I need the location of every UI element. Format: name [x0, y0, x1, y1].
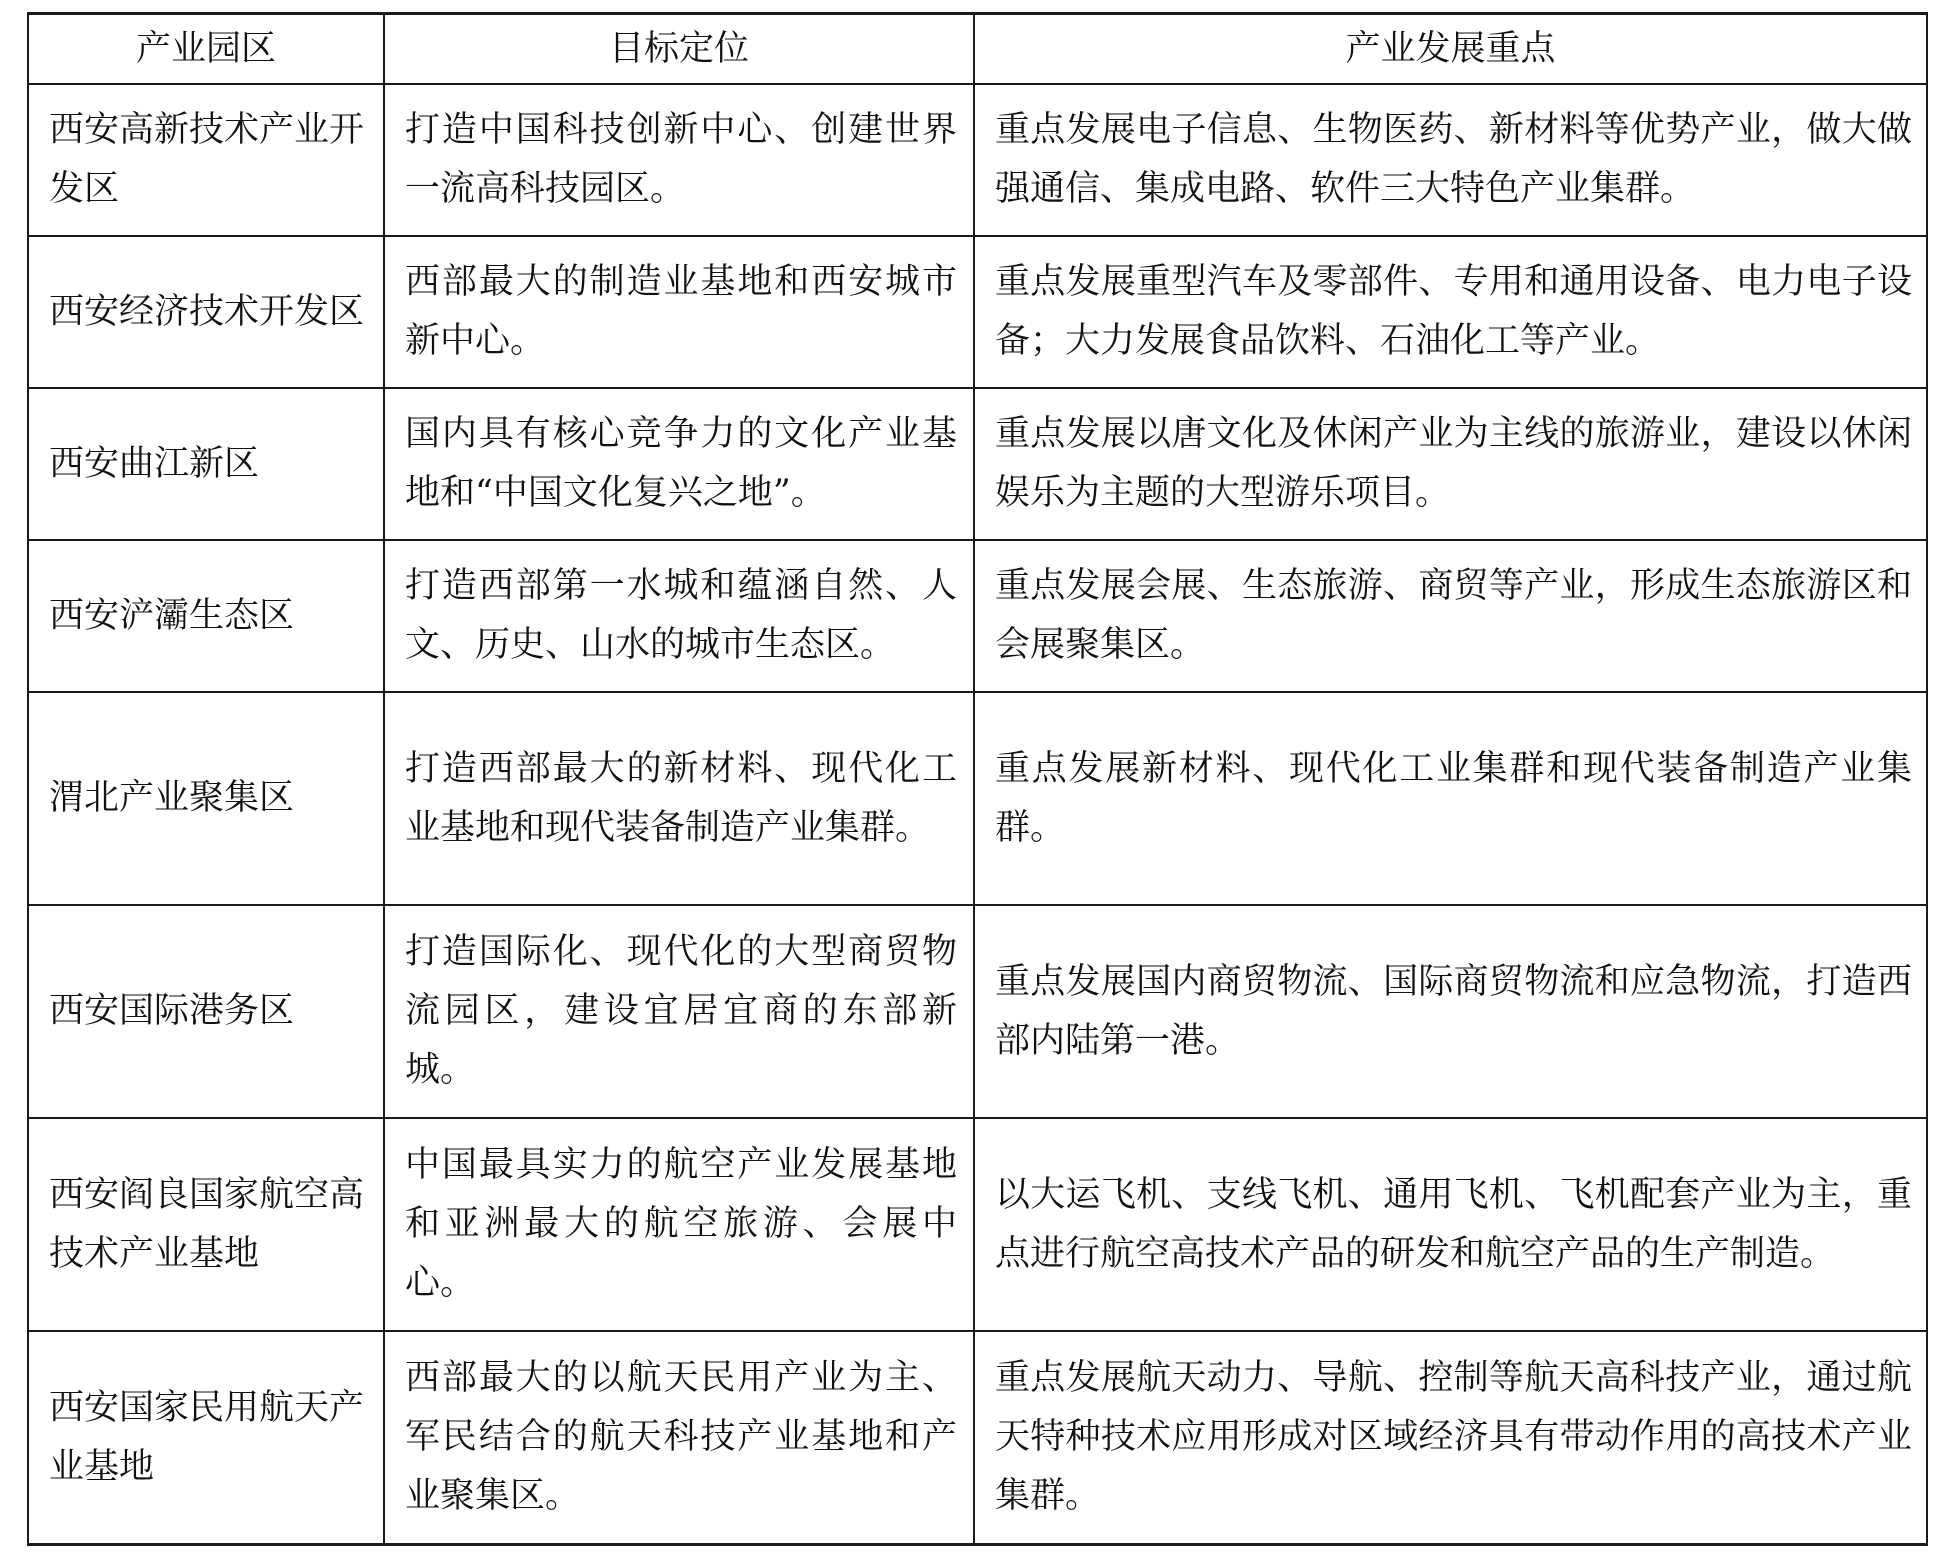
header-target: 目标定位: [384, 14, 974, 85]
cell-target: 西部最大的制造业基地和西安城市新中心。: [384, 236, 974, 388]
cell-focus: 重点发展重型汽车及零部件、专用和通用设备、电力电子设备；大力发展食品饮料、石油化工等产业。: [974, 236, 1927, 388]
table-row: [28, 1118, 1927, 1331]
table-row: [28, 84, 1927, 236]
table-body: [28, 84, 1927, 1545]
header-focus: 产业发展重点: [974, 14, 1927, 85]
header-park: 产业园区: [28, 14, 384, 85]
cell-focus: 重点发展以唐文化及休闲产业为主线的旅游业，建设以休闲娱乐为主题的大型游乐项目。: [974, 388, 1927, 540]
cell-park: 西安高新技术产业开发区: [28, 84, 384, 236]
cell-target: 中国最具实力的航空产业发展基地和亚洲最大的航空旅游、会展中心。: [384, 1118, 974, 1331]
table-row: [28, 692, 1927, 905]
table-row: [28, 1331, 1927, 1545]
table-row: [28, 540, 1927, 692]
cell-target: 打造国际化、现代化的大型商贸物流园区，建设宜居宜商的东部新城。: [384, 905, 974, 1118]
table-row: [28, 236, 1927, 388]
table-row: [28, 388, 1927, 540]
cell-target: 打造西部第一水城和蕴涵自然、人文、历史、山水的城市生态区。: [384, 540, 974, 692]
header-row: [28, 14, 1927, 85]
cell-focus: 重点发展新材料、现代化工业集群和现代装备制造产业集群。: [974, 692, 1927, 905]
cell-focus: 重点发展会展、生态旅游、商贸等产业，形成生态旅游区和会展聚集区。: [974, 540, 1927, 692]
cell-park: 西安浐灞生态区: [28, 540, 384, 692]
industrial-parks-table: [27, 12, 1928, 1546]
cell-park: 渭北产业聚集区: [28, 692, 384, 905]
cell-park: 西安曲江新区: [28, 388, 384, 540]
cell-focus: 以大运飞机、支线飞机、通用飞机、飞机配套产业为主，重点进行航空高技术产品的研发和航空产品的生产制造。: [974, 1118, 1927, 1331]
cell-target: 西部最大的以航天民用产业为主、军民结合的航天科技产业基地和产业聚集区。: [384, 1331, 974, 1545]
industrial-parks-table-container: [27, 12, 1926, 1546]
cell-focus: 重点发展航天动力、导航、控制等航天高科技产业，通过航天特种技术应用形成对区域经济具有带动作用的高技术产业集群。: [974, 1331, 1927, 1545]
cell-park: 西安阎良国家航空高技术产业基地: [28, 1118, 384, 1331]
cell-target: 打造西部最大的新材料、现代化工业基地和现代装备制造产业集群。: [384, 692, 974, 905]
cell-focus: 重点发展国内商贸物流、国际商贸物流和应急物流，打造西部内陆第一港。: [974, 905, 1927, 1118]
cell-park: 西安国家民用航天产业基地: [28, 1331, 384, 1545]
table-row: [28, 905, 1927, 1118]
table-header: [28, 14, 1927, 85]
cell-target: 国内具有核心竞争力的文化产业基地和“中国文化复兴之地”。: [384, 388, 974, 540]
cell-park: 西安国际港务区: [28, 905, 384, 1118]
cell-park: 西安经济技术开发区: [28, 236, 384, 388]
cell-target: 打造中国科技创新中心、创建世界一流高科技园区。: [384, 84, 974, 236]
cell-focus: 重点发展电子信息、生物医药、新材料等优势产业，做大做强通信、集成电路、软件三大特色产业集群。: [974, 84, 1927, 236]
